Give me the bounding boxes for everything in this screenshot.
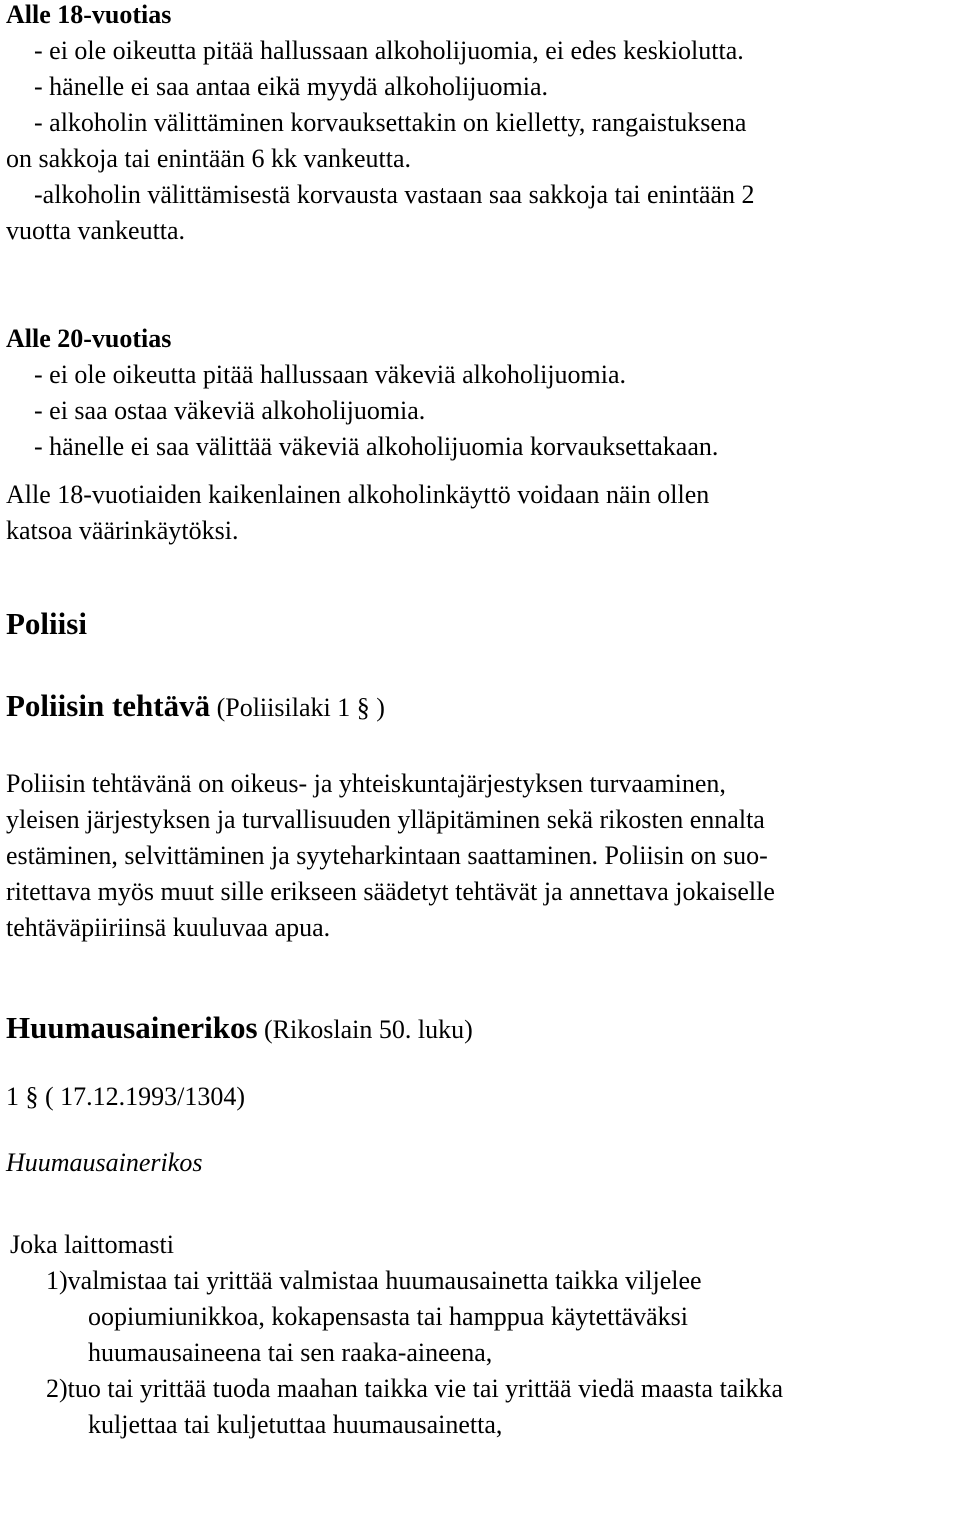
text-line: yleisen järjestyksen ja turvallisuuden ylläpitäminen sekä rikosten ennalta xyxy=(6,805,765,834)
text-line: -alkoholin välittämisestä korvausta vastaan saa sakkoja tai enintään 2 xyxy=(34,180,755,209)
list-item-continuation: oopiumiunikkoa, kokapensasta tai hamppua käytettäväksi xyxy=(88,1302,689,1331)
section-heading: Poliisi xyxy=(6,606,87,641)
section-title: Huumausainerikos xyxy=(6,1148,203,1177)
text-line: - ei ole oikeutta pitää hallussaan väkeviä alkoholijuomia. xyxy=(34,360,627,389)
text-line: - ei saa ostaa väkeviä alkoholijuomia. xyxy=(34,396,426,425)
list-item-continuation: huumausaineena tai sen raaka-aineena, xyxy=(88,1338,493,1367)
text-line: - ei ole oikeutta pitää hallussaan alkoholijuomia, ei edes keskiolutta. xyxy=(34,36,744,65)
section-poliisi xyxy=(6,604,956,946)
document-page xyxy=(6,0,956,1443)
text-line: tehtäväpiiriinsä kuuluvaa apua. xyxy=(6,913,331,942)
text-line: estäminen, selvittäminen ja syyteharkintaan saattaminen. Poliisin on suo- xyxy=(6,841,768,870)
section-alle-20 xyxy=(6,321,956,549)
intro-text: Joka laittomasti xyxy=(10,1230,174,1259)
poliisi-paragraph xyxy=(6,766,956,946)
text-line: ritettava myös muut sille erikseen säädetyt tehtävät ja annettava jokaiselle xyxy=(6,877,775,906)
text-line: Alle 18-vuotiaiden kaikenlainen alkoholinkäyttö voidaan näin ollen xyxy=(6,480,710,509)
section-reference: 1 § ( 17.12.1993/1304) xyxy=(6,1082,246,1111)
text-line: katsoa väärinkäytöksi. xyxy=(6,516,239,545)
section-heading: Alle 20-vuotias xyxy=(6,324,172,353)
conclusion-paragraph xyxy=(6,477,956,549)
section-huumausainerikos xyxy=(6,1008,956,1443)
text-line: - hänelle ei saa välittää väkeviä alkoholijuomia korvauksettakaan. xyxy=(34,432,719,461)
subheading-reference: (Poliisilaki 1 § ) xyxy=(216,693,385,722)
text-line: - hänelle ei saa antaa eikä myydä alkoholijuomia. xyxy=(34,72,549,101)
section-heading: Alle 18-vuotias xyxy=(6,0,172,29)
subheading-title: Poliisin tehtävä xyxy=(6,688,211,723)
heading-reference: (Rikoslain 50. luku) xyxy=(264,1015,473,1044)
list-item: 2)tuo tai yrittää tuoda maahan taikka vie tai yrittää viedä maasta taikka xyxy=(46,1374,784,1403)
list-item: 1)valmistaa tai yrittää valmistaa huumausainetta taikka viljelee xyxy=(46,1266,702,1295)
text-line: Poliisin tehtävänä on oikeus- ja yhteiskuntajärjestyksen turvaaminen, xyxy=(6,769,726,798)
list-item-continuation: kuljettaa tai kuljetuttaa huumausainetta, xyxy=(88,1410,503,1439)
text-line: on sakkoja tai enintään 6 kk vankeutta. xyxy=(6,144,412,173)
offence-list xyxy=(6,1263,956,1443)
section-heading-row xyxy=(6,1008,956,1048)
text-line: vuotta vankeutta. xyxy=(6,216,186,245)
subheading xyxy=(6,686,956,726)
section-alle-18 xyxy=(6,0,956,249)
text-line: - alkoholin välittäminen korvauksettakin on kielletty, rangaistuksena xyxy=(34,108,747,137)
section-heading: Huumausainerikos xyxy=(6,1010,258,1045)
